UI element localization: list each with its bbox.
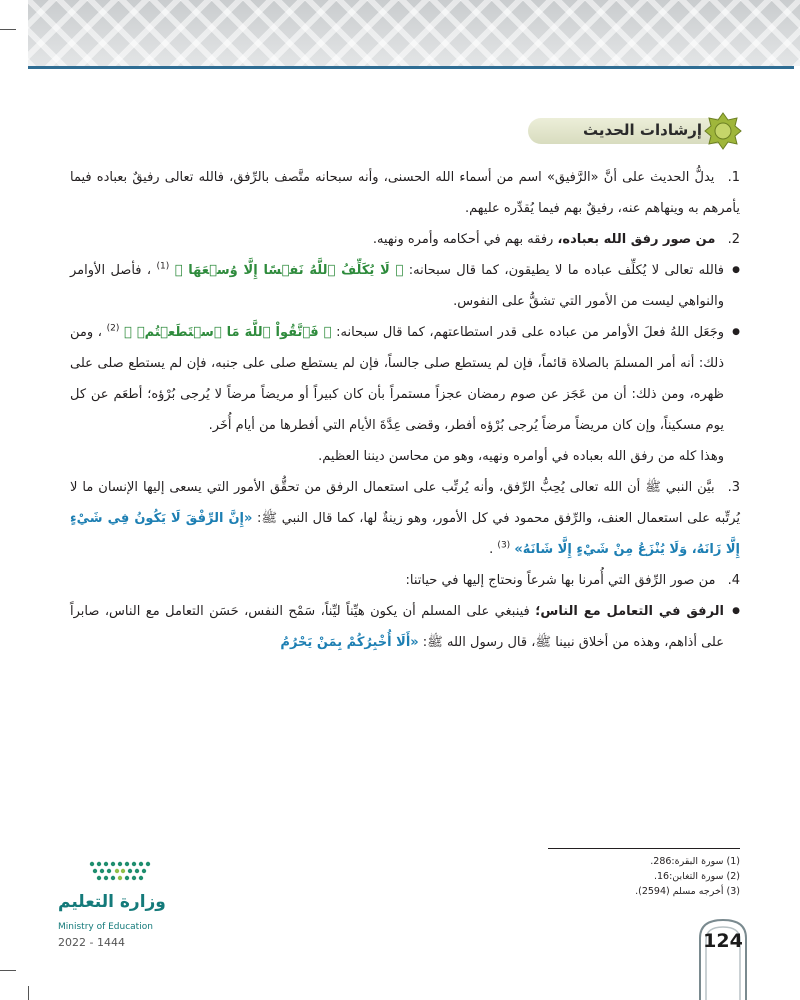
edition-years: 2022 - 1444 <box>58 936 125 949</box>
page-number: 124 <box>703 930 743 952</box>
footnote-ref: (1) <box>156 261 170 272</box>
header-pattern-band <box>28 0 800 66</box>
crop-mark-bottom-left <box>0 970 16 971</box>
bullet-text-continued: ، فأصل الأوامر والنواهي ليست من الأمور التي تشقُّ على النفوس. <box>70 263 724 309</box>
point-3 <box>70 472 740 565</box>
star-badge-icon <box>704 112 742 150</box>
bullet-text-continued: ، ومن ذلك: أنه أمر المسلمَ بالصلاة قائماً، فإن لم يستطع صلى جالساً، فإن لم يستطع صلى على جنبه، فإن لم يستطع صلى على ظهره، ومن ذلك: أن من عَجَز عن صوم رمضان عجزاً مستمراً بأن كان كبيراً أو مريضاً مرضاً لا يُرجى بُرْؤه؛ أطعَم عن كل يوم مسكيناً، وإن كان مريضاً مرضاً يُرجى بُرْؤه أفطر، وقضى عِدَّةَ الأيام التي أفطرها من أيام أُخَر. <box>70 325 724 433</box>
quran-verse: ﴿ لَا يُكَلِّفُ ٱللَّهُ نَفۡسًا إِلَّا وُسۡعَهَا ﴾ <box>174 263 404 278</box>
footnote: (1) سورة البقرة:286. <box>650 856 740 867</box>
page-number-tab <box>696 918 750 1000</box>
bullet-lead: الرفق في التعامل مع الناس؛ <box>535 604 724 619</box>
footnote-divider <box>548 848 740 849</box>
point-number: 3. <box>727 480 741 495</box>
ministry-dots-icon <box>86 856 156 886</box>
ministry-logo <box>58 856 178 956</box>
ministry-name-arabic: وزارة التعليم <box>58 892 166 912</box>
bullet-text: وجَعَل اللهُ فعلَ الأوامر من عباده على قدر استطاعتهم، كما قال سبحانه: <box>331 325 725 340</box>
crop-mark-bottom-left-v <box>28 986 29 1000</box>
point-end: . <box>489 542 494 557</box>
ministry-name-english: Ministry of Education <box>58 922 153 932</box>
bullet-item <box>70 255 740 317</box>
point-4 <box>70 565 740 596</box>
footnotes <box>520 854 740 899</box>
hadith-quote: «أَلَا أُخْبِرُكُمْ بِمَنْ يَحْرُمُ <box>280 635 419 650</box>
point-1 <box>70 162 740 224</box>
footnote: (3) أخرجه مسلم (2594). <box>635 886 740 897</box>
point-number: 1. <box>727 170 740 185</box>
main-content <box>70 162 740 658</box>
point-number: 4. <box>727 573 740 588</box>
footnote: (2) سورة التغابن:16. <box>653 871 740 882</box>
header-rule <box>28 66 794 69</box>
section-title: إرشادات الحديث <box>582 121 702 139</box>
quran-verse: ﴿ فَٱتَّقُواْ ٱللَّهَ مَا ٱسۡتَطَعۡتُمۡ ﴾ <box>124 325 332 340</box>
bullet-item <box>70 317 740 441</box>
point-text: من صور الرِّفق التي أُمرنا بها شرعاً ونحتاج إليها في حياتنا: <box>405 573 716 588</box>
crop-mark-top-left <box>0 29 16 30</box>
point-summary: وهذا كله من رفق الله بعباده في أوامره ونهيه، وهو من محاسن ديننا العظيم. <box>318 449 724 464</box>
footnote-ref: (2) <box>106 323 120 334</box>
point-text: بيَّن النبي ﷺ أن الله تعالى يُحِبُّ الرِّفق، وأنه يُرتِّب على استعمال الرفق من تحقُّق الأمور التي يسعى إليها الإنسان ما لا يُرتِّبه على استعمال العنف، والرِّفق محمود في كل الأمور، وهو زينةٌ لها، كما قال النبي ﷺ: <box>70 480 740 526</box>
point-2 <box>70 224 740 255</box>
section-header <box>528 112 742 150</box>
footnote-ref: (3) <box>497 540 511 551</box>
bullet-text: فينبغي على المسلم أن يكون هيِّناً ليِّناً، سَمْح النفس، حَسَن التعامل مع الناس، صابراً على أذاهم، وهذه من أخلاق نبينا ﷺ، قال رسول الله ﷺ: <box>70 604 724 650</box>
bullet-text: فالله تعالى لا يُكلِّف عباده ما لا يطيقون، كما قال سبحانه: <box>403 263 724 278</box>
hadith-quote: «إِنَّ الرِّفْقَ لَا يَكُونُ فِي شَيْءٍ إِلَّا زَانَهُ، وَلَا يُنْزَعُ مِنْ شَيْءٍ إِلَّا شَانَهُ» <box>70 511 740 557</box>
bullet-item <box>70 596 740 658</box>
point-text: يدلُّ الحديث على أنَّ «الرَّفيق» اسم من أسماء الله الحسنى، وأنه سبحانه متَّصف بالرِّفق، فالله تعالى رفيقٌ بعباده فيما يأمرهم به وينهاهم عنه، رفيقٌ بهم فيما يُقدِّره عليهم. <box>70 170 740 216</box>
point-lead: من صور رفق الله بعباده، <box>557 232 716 247</box>
point-number: 2. <box>727 232 740 247</box>
point-text: رفقه بهم في أحكامه وأمره ونهيه. <box>372 232 554 247</box>
